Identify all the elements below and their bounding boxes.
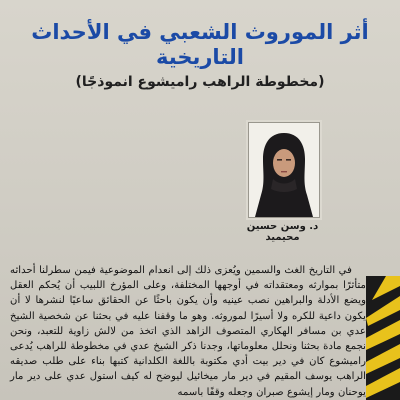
article-title [20, 20, 380, 70]
article-body [10, 263, 366, 400]
article-subtitle: (مخطوطة الراهب راميشوع انموذجًا) [75, 74, 325, 90]
portrait-photo-icon [249, 123, 319, 217]
spiral-stripes-icon [366, 276, 400, 400]
article-title-line-2: التاريخية [156, 45, 244, 69]
author-name: د. وسن حسين محيميد [246, 221, 319, 243]
article-title-line-1: أثر الموروث الشعبي في الأحداث [31, 20, 369, 44]
body-paragraph: في التاريخ الغث والسمين ويُعزى ذلك إلى انعدام الموضوعية فيمن سطرلنا أحداثه متأثرًا بموارثه ومعتقداته في أوجهها المختلفة، وعلى المؤرخ اللبيب أن يُحكم العقل ويضع الأدلة والبراهين نصب عينيه وأن يكون باحثًا عن الحقائق ساعيًا لنشرها لا أن يكون داعية للكره ولا أسيرًا لموروثه. وهو ما وقفنا عليه في بحثنا عن شخصية الشيخ عدي بن مسافر الهكاري المتصوف الزاهد الذي اتخذ من لالش زاوية للتعبد، ونحن نجمع مادة بحثنا ونحلل معلوماتها، وجدنا ذكر الشيخ عدي في مخطوطة للراهب يُدعى راميشوع كان في دير بيت أدي مكتوبة باللغة الكلدانية كتبها بناء على طلب صديقه الراهب يوسف المقيم في دير مار ميخائيل ليوضح له كيف استول عدي على دير مار يوحنان ومار إيشوع صبران وجعله وقفًا باسمه [10, 265, 366, 398]
author-photo [248, 122, 320, 218]
